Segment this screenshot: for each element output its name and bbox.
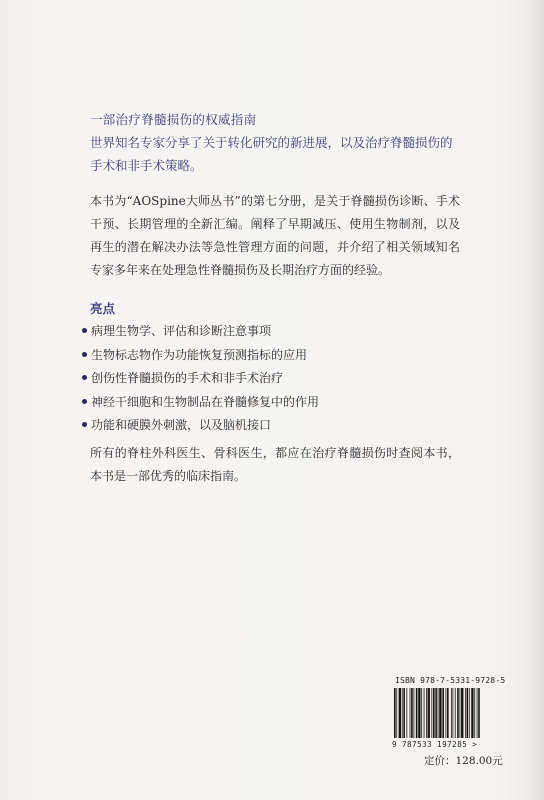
bullet-icon <box>82 422 87 427</box>
highlight-text: 生物标志物作为功能恢复预测指标的应用 <box>91 347 308 362</box>
highlight-text: 神经干细胞和生物制品在脊髓修复中的作用 <box>91 394 320 409</box>
highlight-text: 功能和硬膜外刺激，以及脑机接口 <box>91 418 272 432</box>
bullet-icon <box>82 352 87 357</box>
subtitle: 世界知名专家分享了关于转化研究的新进展，以及治疗脊髓损伤的手术和非手术策略。 <box>90 135 453 173</box>
cover-edge-shadow <box>530 0 544 800</box>
highlight-item <box>82 367 319 391</box>
bullet-icon <box>82 328 87 333</box>
bullet-icon <box>82 375 87 380</box>
highlight-text: 创伤性脊髓损伤的手术和非手术治疗 <box>91 371 284 385</box>
highlight-text: 病理生物学、评估和诊断注意事项 <box>91 324 272 338</box>
highlight-item <box>82 414 319 438</box>
price-label: 定价：128.00元 <box>424 755 503 767</box>
highlight-item <box>82 391 319 415</box>
tagline: 一部治疗脊髓损伤的权威指南 <box>90 112 257 127</box>
highlights-title: 亮点 <box>90 301 116 316</box>
intro-paragraph: 本书为“AOSpine大师丛书”的第七分册，是关于脊髓损伤诊断、手术干预、长期管理的全新汇编。阐释了早期减压、使用生物制剂，以及再生的潜在解决办法等急性管理方面的问题，并介绍了相关领域知名专家多年来在处理急性脊髓损伤及长期治疗方面的经验。 <box>90 194 460 277</box>
bullet-icon <box>82 399 87 404</box>
highlights-list <box>82 320 319 438</box>
closing-paragraph: 所有的脊柱外科医生、骨科医生，都应在治疗脊髓损伤时查阅本书，本书是一部优秀的临床指南。 <box>90 446 460 483</box>
barcode-digits: 9 787533 197285 > <box>392 740 478 749</box>
highlight-item <box>82 320 319 344</box>
barcode-icon <box>393 688 505 738</box>
isbn-label: ISBN 978-7-5331-9728-5 <box>395 676 506 685</box>
highlight-item <box>82 344 319 368</box>
